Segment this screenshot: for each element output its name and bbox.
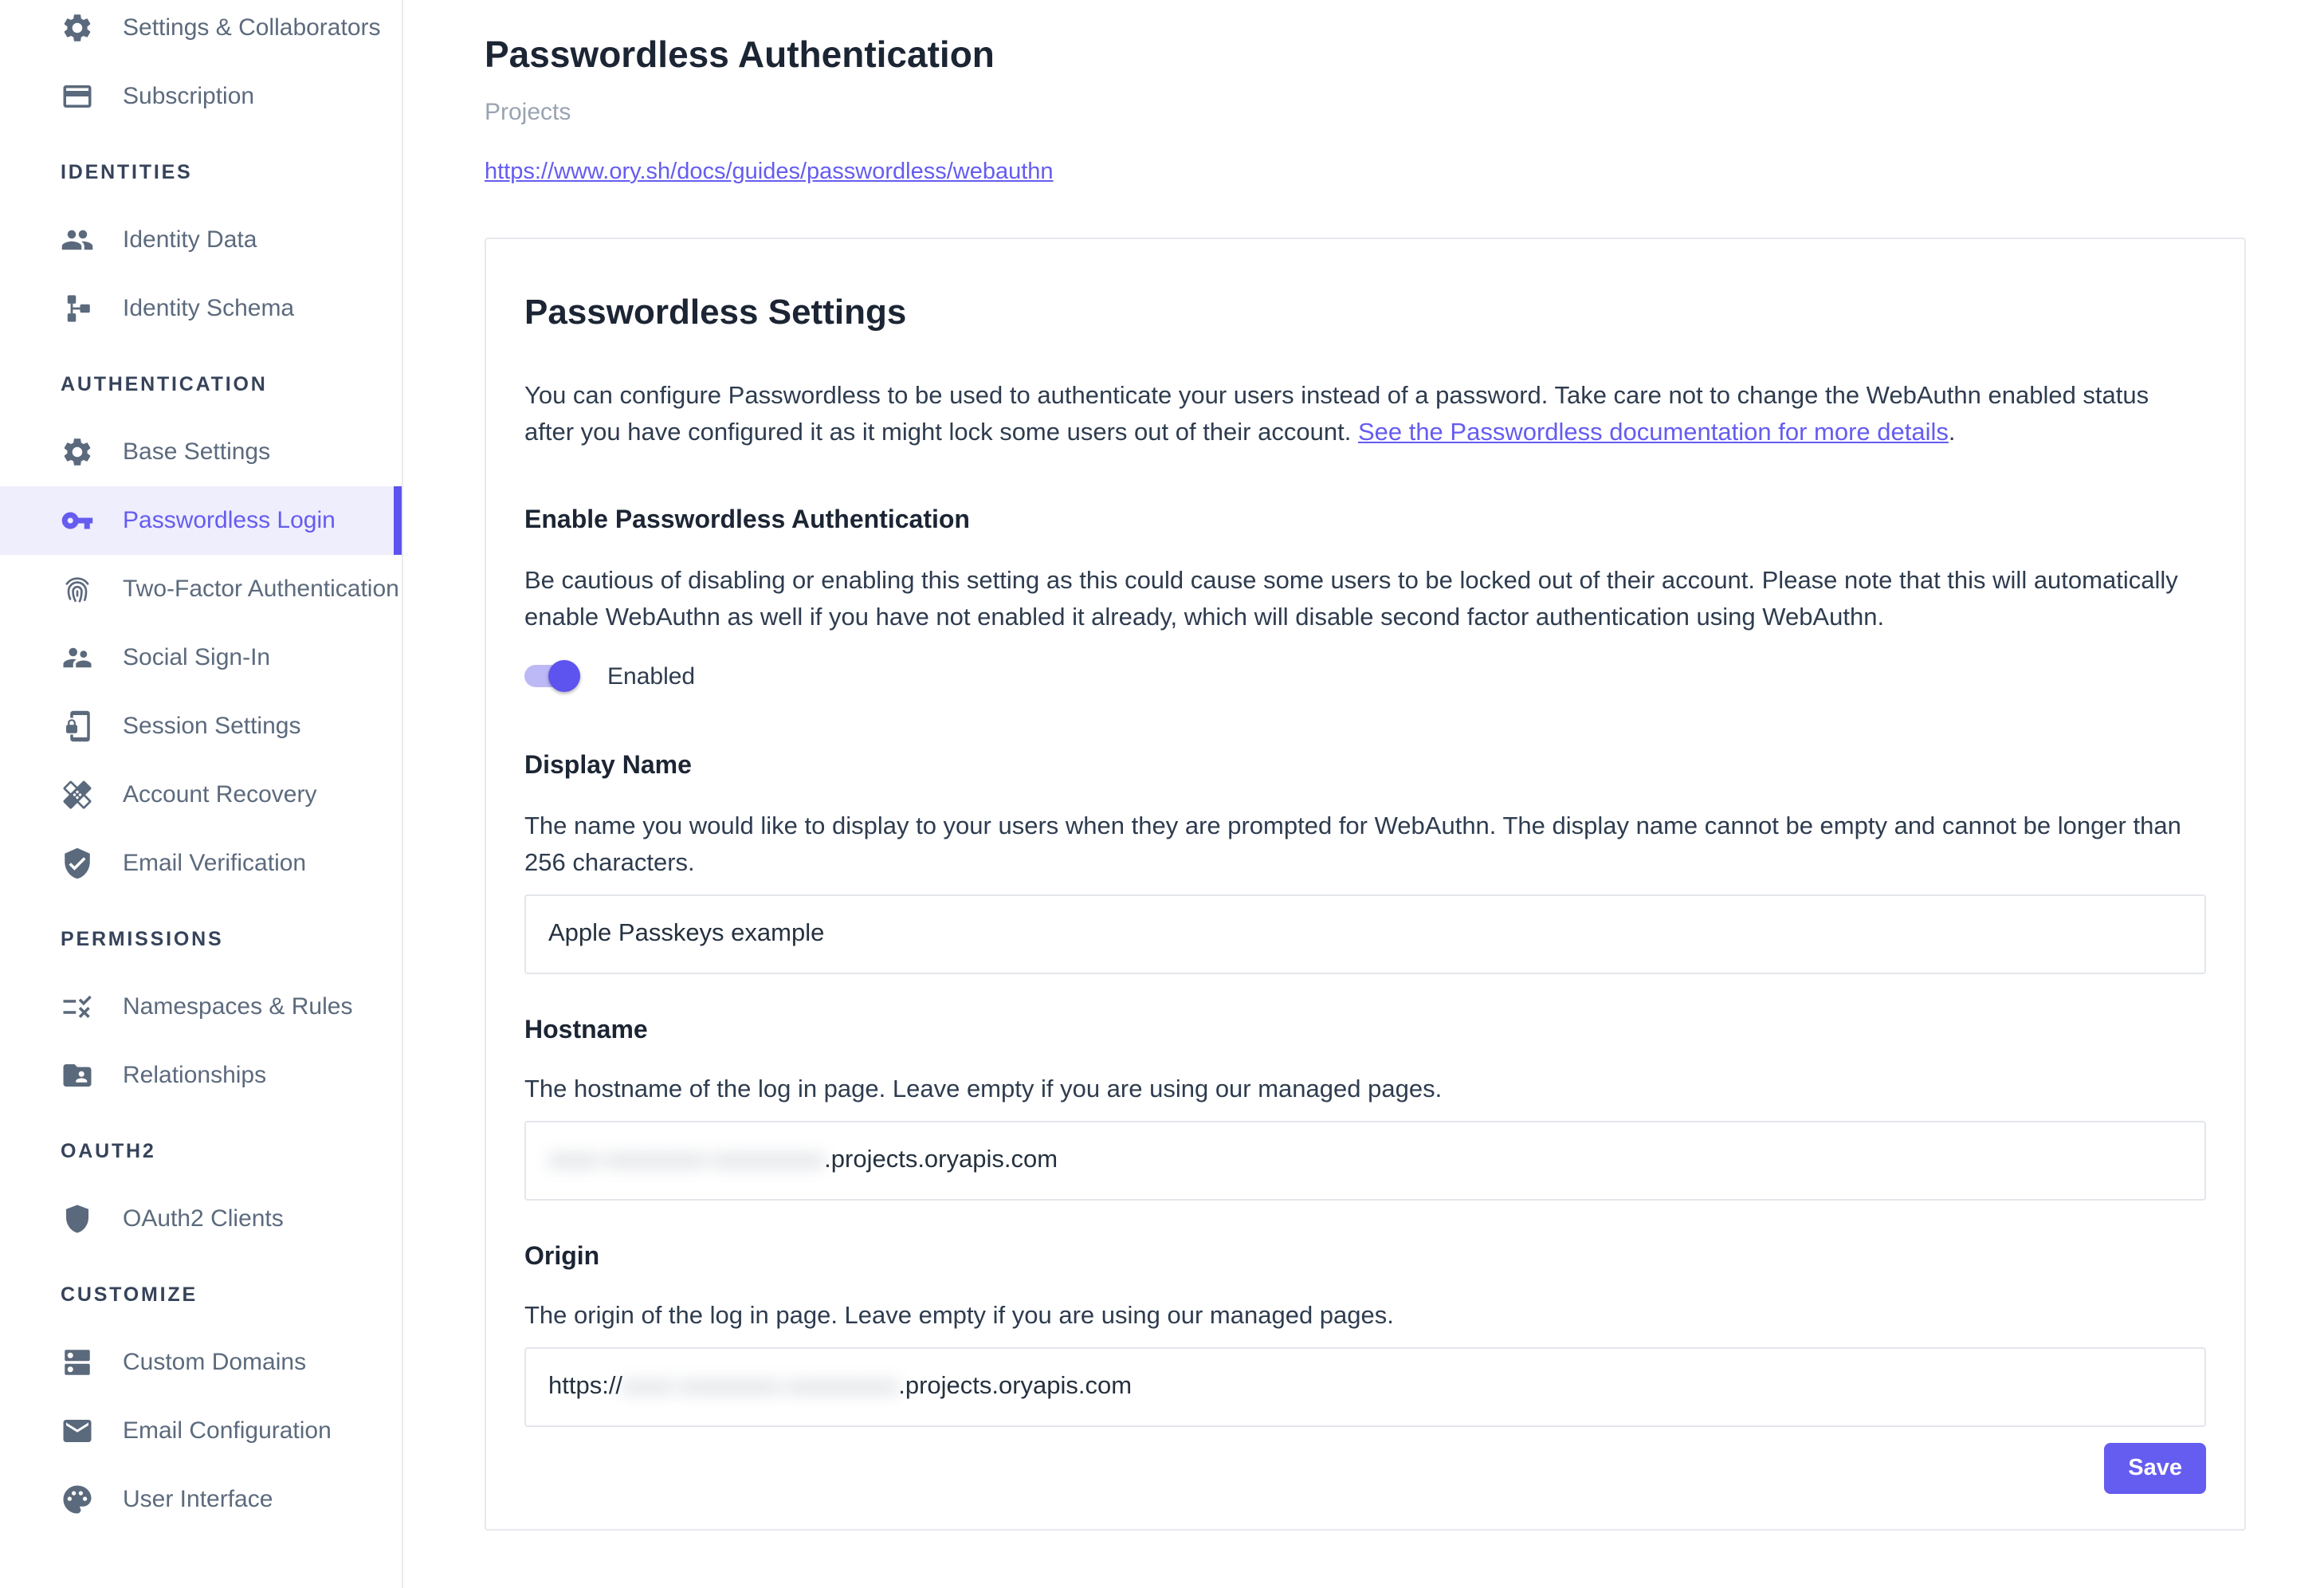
origin-title: Origin <box>524 1244 600 1271</box>
sidebar-item-oauth2-clients[interactable] <box>0 1185 402 1253</box>
sidebar-item-settings-collaborators[interactable] <box>0 0 402 62</box>
gear-icon <box>61 11 94 45</box>
healing-icon <box>61 778 94 812</box>
sidebar-item-label: Session Settings <box>123 713 301 740</box>
origin-description: The origin of the log in page. Leave empty if you are using our managed pages. <box>524 1303 1394 1330</box>
sidebar-item-label: Base Settings <box>123 438 271 466</box>
sidebar-item-user-interface[interactable] <box>0 1465 402 1534</box>
sidebar-item-label: Passwordless Login <box>123 507 336 534</box>
origin-redacted-value: xxxx-xxxxxxxx-xxxxxxxxx <box>622 1373 899 1400</box>
fingerprint-icon <box>61 572 94 606</box>
sidebar-item-identity-data[interactable] <box>0 206 402 274</box>
sidebar-item-session-settings[interactable] <box>0 692 402 761</box>
enable-passwordless-description: Be cautious of disabling or enabling this setting as this could cause some users to be locked out of their account. Please note that this will automatically enable WebAuthn as well if you have not enabled it already, which will disable second factor authentication using WebAuthn. <box>524 568 2178 631</box>
sidebar-item-label: Custom Domains <box>123 1349 307 1376</box>
sidebar-item-relationships[interactable] <box>0 1041 402 1110</box>
sidebar-item-label: User Interface <box>123 1486 273 1513</box>
shield-icon <box>61 1202 94 1236</box>
sidebar-item-subscription[interactable] <box>0 62 402 131</box>
sidebar-item-email-verification[interactable] <box>0 829 402 898</box>
sidebar-item-label: Two-Factor Authentication <box>123 576 399 603</box>
hostname-suffix: .projects.oryapis.com <box>824 1146 1058 1173</box>
sidebar-item-label: Identity Data <box>123 226 257 254</box>
sidebar-item-custom-domains[interactable] <box>0 1328 402 1397</box>
webauthn-docs-link[interactable]: https://www.ory.sh/docs/guides/passwordless/webauthn <box>485 159 1054 185</box>
sidebar-item-label: OAuth2 Clients <box>123 1205 284 1232</box>
sidebar <box>0 0 403 1588</box>
main-content <box>403 0 2324 1588</box>
sidebar-item-label: Namespaces & Rules <box>123 993 353 1020</box>
origin-suffix: .projects.oryapis.com <box>898 1373 1133 1400</box>
folder-person-icon <box>61 1059 94 1092</box>
intro-text: You can configure Passwordless to be used to authenticate your users instead of a password. Take care not to change the WebAuthn enabled status after you have configured it as it might lock some users out of their account. <box>524 383 2149 446</box>
schema-icon <box>61 292 94 325</box>
display-name-input[interactable] <box>524 894 2206 974</box>
origin-prefix: https:// <box>548 1373 623 1400</box>
enable-passwordless-title: Enable Passwordless Authentication <box>524 507 970 534</box>
people-alt-icon <box>61 641 94 674</box>
sidebar-item-two-factor-authentication[interactable] <box>0 555 402 623</box>
intro-text-end: . <box>1948 419 1956 446</box>
passwordless-docs-link[interactable]: See the Passwordless documentation for more details <box>1357 419 1949 446</box>
page-title: Passwordless Authentication <box>485 33 995 75</box>
sidebar-item-account-recovery[interactable] <box>0 761 402 829</box>
card-intro <box>524 378 2190 451</box>
enable-toggle-row <box>524 658 2206 694</box>
sidebar-section-header-identities: IDENTITIES <box>61 161 193 183</box>
toggle-knob <box>548 660 580 692</box>
origin-input[interactable] <box>524 1347 2206 1427</box>
sidebar-item-label: Email Configuration <box>123 1417 332 1445</box>
save-row <box>524 1443 2206 1494</box>
sidebar-item-base-settings[interactable] <box>0 418 402 486</box>
shield-check-icon <box>61 847 94 880</box>
sidebar-section-header-oauth2: OAUTH2 <box>61 1140 156 1162</box>
sidebar-item-label: Social Sign-In <box>123 644 271 671</box>
palette-icon <box>61 1483 94 1516</box>
sidebar-item-label: Identity Schema <box>123 295 295 322</box>
people-icon <box>61 223 94 257</box>
hostname-redacted-value: xxxx-xxxxxxxx-xxxxxxxxx <box>548 1146 825 1173</box>
sidebar-item-label: Relationships <box>123 1062 267 1089</box>
key-icon <box>61 504 94 537</box>
display-name-description: The name you would like to display to your users when they are prompted for WebAuthn. The display name cannot be empty and cannot be longer than 256 characters. <box>524 813 2181 877</box>
sidebar-item-passwordless-login[interactable] <box>0 486 402 555</box>
sidebar-item-label: Account Recovery <box>123 781 317 808</box>
mail-icon <box>61 1414 94 1448</box>
card-title: Passwordless Settings <box>524 292 907 332</box>
dns-icon <box>61 1346 94 1379</box>
hostname-title: Hostname <box>524 1017 648 1044</box>
sidebar-section-header-authentication: AUTHENTICATION <box>61 373 268 395</box>
sidebar-item-identity-schema[interactable] <box>0 274 402 343</box>
hostname-input[interactable] <box>524 1121 2206 1201</box>
sidebar-item-email-configuration[interactable] <box>0 1397 402 1465</box>
sidebar-item-namespaces-rules[interactable] <box>0 973 402 1041</box>
display-name-title: Display Name <box>524 753 692 780</box>
save-button[interactable]: Save <box>2104 1443 2206 1494</box>
breadcrumb-projects[interactable]: Projects <box>485 99 571 126</box>
sidebar-section-header-permissions: PERMISSIONS <box>61 928 224 950</box>
sidebar-nav <box>0 0 402 1534</box>
credit-card-icon <box>61 80 94 113</box>
sidebar-item-label: Settings & Collaborators <box>123 14 381 41</box>
sidebar-item-label: Email Verification <box>123 850 307 877</box>
phone-lock-icon <box>61 709 94 743</box>
sidebar-item-social-sign-in[interactable] <box>0 623 402 692</box>
gear-icon <box>61 435 94 469</box>
passwordless-settings-card <box>485 238 2246 1531</box>
hostname-description: The hostname of the log in page. Leave empty if you are using our managed pages. <box>524 1076 1443 1103</box>
toggle-label: Enabled <box>607 662 696 690</box>
passwordless-toggle[interactable] <box>524 660 580 692</box>
rule-icon <box>61 990 94 1024</box>
sidebar-item-label: Subscription <box>123 83 255 110</box>
sidebar-section-header-customize: CUSTOMIZE <box>61 1283 198 1306</box>
